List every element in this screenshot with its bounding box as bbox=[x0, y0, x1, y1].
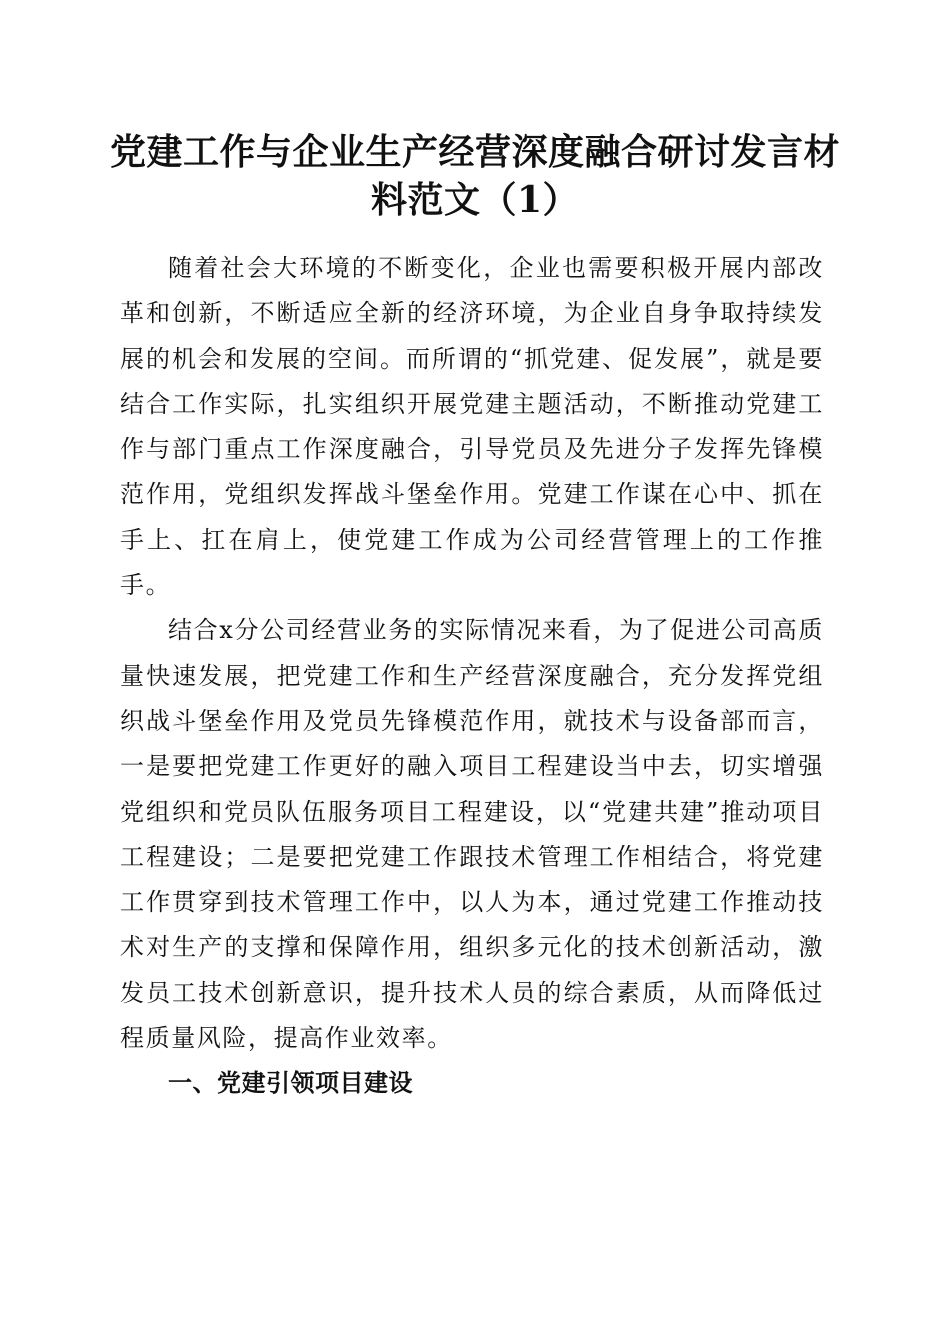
paragraph-intro: 随着社会大环境的不断变化，企业也需要积极开展内部改革和创新，不断适应全新的经济环境，为企业自身争取持续发展的机会和发展的空间。而所谓的“抓党建、促发展”，就是要结合工作实际，扎实组织开展党建主题活动，不断推动党建工作与部门重点工作深度融合，引导党员及先进分子发挥先锋模范作用，党组织发挥战斗堡垒作用。党建工作谋在心中、抓在手上、扛在肩上，使党建工作成为公司经营管理上的工作推手。 bbox=[120, 254, 824, 600]
document-title: 党建工作与企业生产经营深度融合研讨发言材料范文（1） bbox=[109, 131, 840, 221]
document-body bbox=[120, 246, 824, 1107]
section-heading: 一、党建引领项目建设 bbox=[168, 1069, 413, 1098]
paragraph-context: 结合x分公司经营业务的实际情况来看，为了促进公司高质量快速发展，把党建工作和生产经营深度融合，充分发挥党组织战斗堡垒作用及党员先锋模范作用，就技术与设备部而言，一是要把党建工作更好的融入项目工程建设当中去，切实增强党组织和党员队伍服务项目工程建设，以“党建共建”推动项目工程建设；二是要把党建工作跟技术管理工作相结合，将党建工作贯穿到技术管理工作中，以人为本，通过党建工作推动技术对生产的支撑和保障作用，组织多元化的技术创新活动，激发员工技术创新意识，提升技术人员的综合素质，从而降低过程质量风险，提高作业效率。 bbox=[120, 616, 824, 1053]
